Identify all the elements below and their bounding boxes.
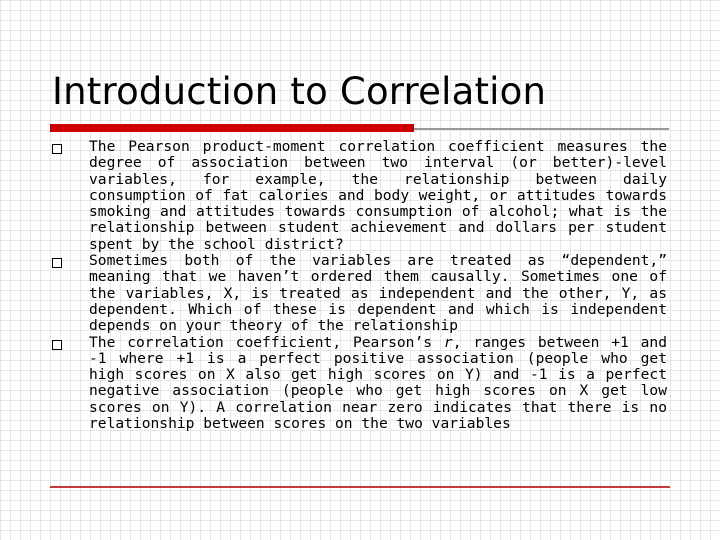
bullet-text: The Pearson product-moment correlation coefficient measures the degree of association between two interval (or better)-level variables, for example, the relationship between daily consumption of fat calories and body weight, or attitudes towards smoking and attitudes towards consumption of alcohol; what is the relationship between student achievement and dollars per student spent by the school district? — [89, 138, 667, 253]
bullet-item — [52, 139, 667, 253]
bullet-text — [89, 334, 667, 432]
bullet-text-part: , ranges between +1 and -1 where +1 is a perfect positive association (people who get high scores on X also get high scores on Y) and -1 is a perfect negative association (people who get high scores on X get low scores on Y). A correlation near zero indicates that there is no relationship between scores on the two variables — [89, 333, 667, 433]
bullet-list — [52, 139, 667, 432]
slide-title: Introduction to Correlation — [52, 70, 547, 113]
hollow-square-bullet-icon — [52, 340, 62, 350]
bullet-text-part: The correlation coefficient, Pearson’s — [89, 333, 444, 351]
title-underline-grey — [414, 128, 669, 130]
hollow-square-bullet-icon — [52, 258, 62, 268]
bullet-item — [52, 335, 667, 433]
bullet-text: Sometimes both of the variables are treated as “dependent,” meaning that we haven’t ordered them causally. Sometimes one of the variables, X, is treated as independent and the other, Y, as dependent. Which of these is dependent and which is independent depends on your theory of the relationship — [89, 252, 667, 335]
footer-rule — [50, 486, 670, 488]
title-underline-red — [50, 124, 414, 132]
pearson-r-symbol: r — [443, 333, 453, 351]
hollow-square-bullet-icon — [52, 144, 62, 154]
bullet-item — [52, 253, 667, 334]
